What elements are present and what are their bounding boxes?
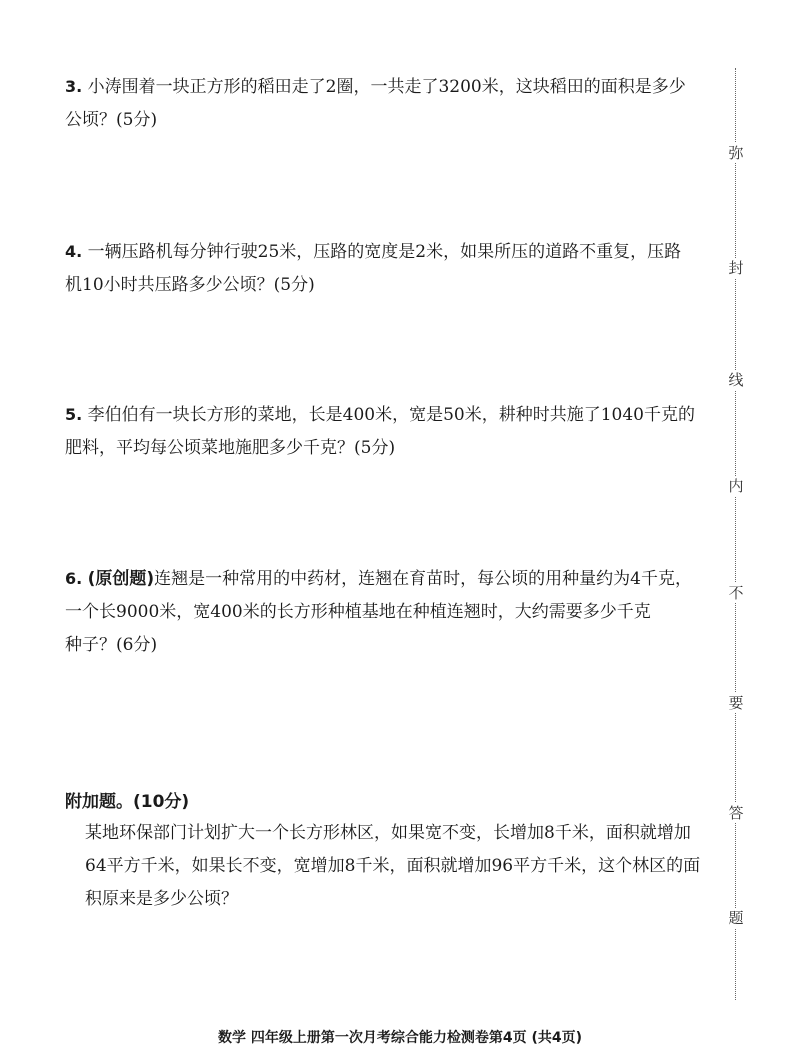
bonus-text-line: 某地环保部门计划扩大一个长方形林区，如果宽不变，长增加8千米，面积就增加 bbox=[85, 823, 691, 843]
problem-number: 3. bbox=[65, 77, 83, 96]
problem-text-line: 种子？(6分) bbox=[65, 635, 158, 655]
binding-char: 线 bbox=[726, 370, 746, 390]
binding-char: 不 bbox=[726, 583, 746, 603]
bonus-title: 附加题。(10分) bbox=[65, 792, 190, 812]
bonus-text-line: 积原来是多少公顷？ bbox=[85, 889, 238, 909]
binding-char: 要 bbox=[726, 693, 746, 713]
bonus-text-line: 64平方千米，如果长不变，宽增加8千米，面积就增加96平方千米，这个林区的面 bbox=[85, 856, 701, 876]
problem-number: 5. bbox=[65, 405, 83, 424]
problem-text-line: 小涛围着一块正方形的稻田走了2圈，一共走了3200米，这块稻田的面积是多少 bbox=[87, 77, 686, 97]
bonus-problem bbox=[65, 787, 715, 916]
problem-3 bbox=[65, 70, 715, 137]
binding-char: 内 bbox=[726, 476, 746, 496]
problem-5 bbox=[65, 398, 715, 465]
problem-text-line: 肥料，平均每公顷菜地施肥多少千克？(5分) bbox=[65, 438, 396, 458]
problem-4 bbox=[65, 235, 715, 302]
binding-char: 封 bbox=[726, 258, 746, 278]
binding-char: 弥 bbox=[726, 143, 746, 163]
problem-text-line: 连翘是一种常用的中药材，连翘在育苗时，每公顷的用种量约为4千克， bbox=[154, 569, 692, 589]
page-footer: 数学 四年级上册第一次月考综合能力检测卷第4页 (共4页) bbox=[217, 1030, 583, 1046]
original-problem-tag: (原创题) bbox=[87, 569, 155, 589]
problem-text-line: 公顷？(5分) bbox=[65, 110, 158, 130]
problem-number: 6. bbox=[65, 569, 83, 588]
problem-text-line: 一辆压路机每分钟行驶25米，压路的宽度是2米，如果所压的道路不重复，压路 bbox=[87, 242, 682, 262]
dotted-divider bbox=[735, 68, 736, 1000]
problem-text-line: 一个长9000米，宽400米的长方形种植基地在种植连翘时，大约需要多少千克 bbox=[65, 602, 651, 622]
problem-6 bbox=[65, 562, 715, 662]
problem-number: 4. bbox=[65, 242, 83, 261]
problem-text-line: 李伯伯有一块长方形的菜地，长是400米，宽是50米，耕种时共施了1040千克的 bbox=[87, 405, 695, 425]
seal-binding-line bbox=[726, 68, 746, 1000]
binding-char: 答 bbox=[726, 803, 746, 823]
binding-char: 题 bbox=[726, 908, 746, 928]
problem-text-line: 机10小时共压路多少公顷？(5分) bbox=[65, 275, 315, 295]
